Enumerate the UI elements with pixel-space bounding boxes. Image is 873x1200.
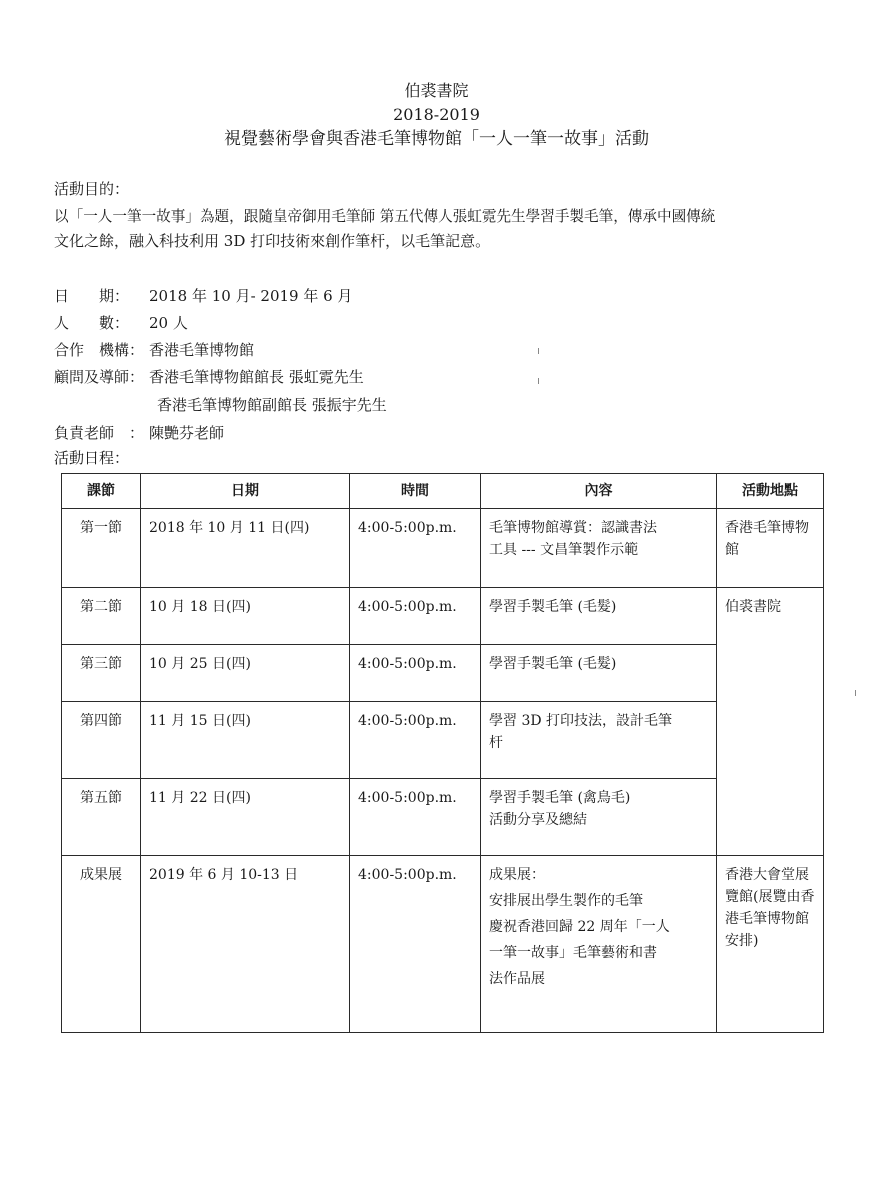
header-date: 日期 [141, 474, 350, 509]
header-time: 時間 [350, 474, 481, 509]
time-cell: 4:00-5:00p.m. [350, 645, 481, 702]
content-cell [481, 509, 717, 588]
date-cell: 2019 年 6 月 10-13 日 [141, 856, 350, 1033]
info-advisor [54, 366, 364, 388]
objective-line-1: 以「一人一筆一故事」為題，跟隨皇帝御用毛筆師 第五代傳人張虹霓先生學習手製毛筆，傳承中國傳統 [54, 208, 716, 225]
table-row [62, 779, 824, 856]
time-cell: 4:00-5:00p.m. [350, 509, 481, 588]
info-date-label: 日 期： [54, 287, 130, 305]
info-advisor-label: 顧問及導師： [54, 368, 145, 386]
content-line: 學習手製毛筆 (毛髮) [489, 599, 617, 615]
time-cell: 4:00-5:00p.m. [350, 702, 481, 779]
venue-cell: 香港大會堂展覽館(展覽由香港毛筆博物館安排) [717, 856, 824, 1033]
content-line: 學習手製毛筆 (毛髮) [489, 656, 617, 672]
content-cell [481, 588, 717, 645]
date-cell: 10 月 25 日(四) [141, 645, 350, 702]
academic-year: 2018-2019 [393, 105, 480, 124]
time-cell: 4:00-5:00p.m. [350, 779, 481, 856]
lesson-cell: 第一節 [62, 509, 141, 588]
header-lesson: 課節 [62, 474, 141, 509]
date-cell: 10 月 18 日(四) [141, 588, 350, 645]
lesson-cell: 第三節 [62, 645, 141, 702]
date-cell: 11 月 15 日(四) [141, 702, 350, 779]
scan-speck [855, 690, 856, 696]
date-cell: 2018 年 10 月 11 日(四) [141, 509, 350, 588]
header-content: 內容 [481, 474, 717, 509]
info-partner [54, 339, 254, 361]
content-cell [481, 779, 717, 856]
content-cell [481, 645, 717, 702]
venue-cell: 伯裘書院 [717, 588, 824, 856]
info-people [54, 312, 188, 334]
event-title: 視覺藝術學會與香港毛筆博物館「一人一筆一故事」活動 [224, 129, 649, 149]
info-partner-label: 合作 機構： [54, 341, 145, 359]
table-row [62, 588, 824, 645]
header-venue: 活動地點 [717, 474, 824, 509]
info-advisor-value-1: 香港毛筆博物館館長 張虹霓先生 [149, 368, 364, 386]
scan-speck [538, 378, 539, 384]
content-line: 學習手製毛筆 (禽鳥毛) [489, 790, 631, 806]
lesson-cell: 第四節 [62, 702, 141, 779]
content-cell [481, 702, 717, 779]
info-date [54, 285, 352, 307]
table-row [62, 509, 824, 588]
schedule-header-row [62, 474, 824, 509]
table-row [62, 856, 824, 1033]
info-people-label: 人 數： [54, 314, 130, 332]
date-cell: 11 月 22 日(四) [141, 779, 350, 856]
info-teacher-value: 陳艷芬老師 [149, 424, 225, 442]
lesson-cell: 第五節 [62, 779, 141, 856]
venue-cell: 香港毛筆博物館 [717, 509, 824, 588]
schedule-label: 活動日程： [54, 449, 130, 467]
objective-line-2: 文化之餘，融入科技利用 3D 打印技術來創作筆杆，以毛筆記意。 [54, 232, 491, 250]
content-line: 一筆一故事」毛筆藝術和書 [489, 945, 657, 961]
lesson-cell: 成果展 [62, 856, 141, 1033]
school-name: 伯裘書院 [404, 81, 469, 100]
content-line: 安排展出學生製作的毛筆 [489, 893, 643, 909]
schedule-table [61, 473, 824, 1033]
objective-heading: 活動目的： [54, 180, 130, 198]
table-row [62, 702, 824, 779]
content-line: 杆 [489, 735, 503, 751]
content-line: 學習 3D 打印技法，設計毛筆 [489, 713, 673, 729]
table-row [62, 645, 824, 702]
lesson-cell: 第二節 [62, 588, 141, 645]
info-partner-value: 香港毛筆博物館 [149, 341, 255, 359]
content-cell [481, 856, 717, 1033]
content-line: 工具 --- 文昌筆製作示範 [489, 542, 639, 558]
content-line: 活動分享及總結 [489, 812, 587, 828]
time-cell: 4:00-5:00p.m. [350, 856, 481, 1033]
info-date-value: 2018 年 10 月- 2019 年 6 月 [149, 287, 353, 305]
scan-speck [538, 348, 539, 354]
content-line: 毛筆博物館導賞：認識書法 [489, 520, 657, 536]
info-people-value: 20 人 [149, 314, 188, 332]
content-line: 法作品展 [489, 971, 545, 987]
info-teacher [54, 422, 224, 444]
time-cell: 4:00-5:00p.m. [350, 588, 481, 645]
info-advisor-value-2: 香港毛筆博物館副館長 張振宇先生 [157, 396, 387, 414]
content-line: 成果展： [489, 867, 545, 883]
info-teacher-label: 負責老師 ： [54, 424, 145, 442]
content-line: 慶祝香港回歸 22 周年「一人 [489, 919, 670, 935]
